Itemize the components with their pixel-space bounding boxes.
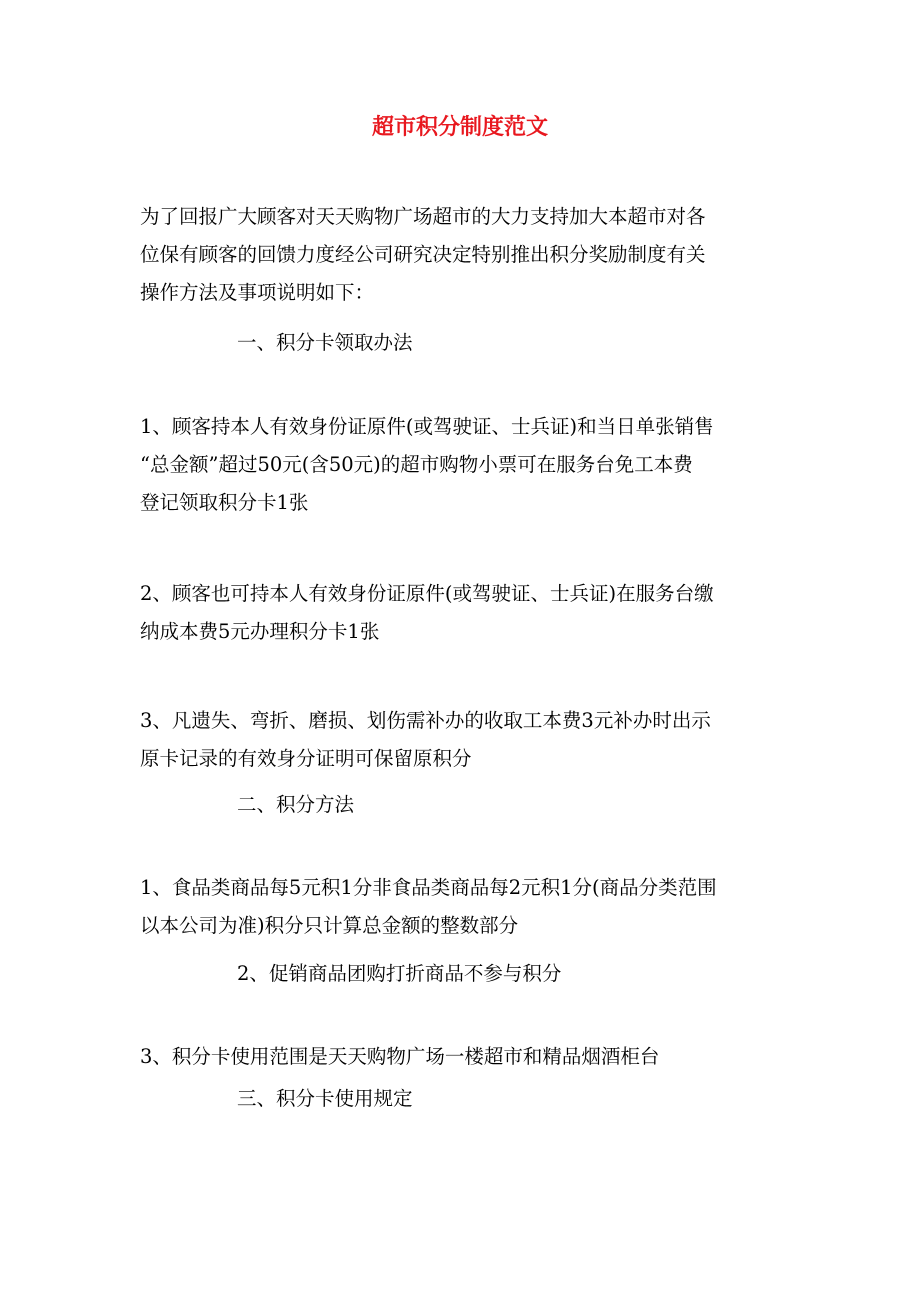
section2-item-2 [237, 955, 877, 993]
section-heading-text: 二、积分方法 [237, 793, 355, 816]
section-heading-3 [237, 1080, 877, 1118]
item-line: 3、凡遗失、弯折、磨损、划伤需补办的收取工本费3元补办时出示 [140, 709, 711, 732]
section-heading-1 [237, 324, 877, 362]
section1-item-2 [140, 575, 780, 651]
item-line: 1、食品类商品每5元积1分非食品类商品每2元积1分(商品分类范围 [140, 876, 717, 899]
item-line: 原卡记录的有效身分证明可保留原积分 [140, 747, 472, 770]
item-line: 2、顾客也可持本人有效身份证原件(或驾驶证、士兵证)在服务台缴 [140, 582, 714, 605]
item-line: “总金额”超过50元(含50元)的超市购物小票可在服务台免工本费 [140, 453, 693, 476]
intro-line: 为了回报广大顾客对天天购物广场超市的大力支持加大本超市对各 [140, 205, 706, 228]
item-line: 纳成本费5元办理积分卡1张 [140, 620, 380, 643]
section1-item-3 [140, 702, 780, 778]
item-line: 登记领取积分卡1张 [140, 491, 309, 514]
section1-item-1 [140, 408, 780, 522]
section2-item-3 [140, 1038, 780, 1076]
intro-line: 操作方法及事项说明如下： [140, 281, 375, 304]
item-line: 1、顾客持本人有效身份证原件(或驾驶证、士兵证)和当日单张销售 [140, 415, 714, 438]
item-line: 2、促销商品团购打折商品不参与积分 [237, 962, 562, 985]
section-heading-text: 三、积分卡使用规定 [237, 1087, 413, 1110]
document-title: 超市积分制度范文 [371, 114, 548, 140]
intro-line: 位保有顾客的回馈力度经公司研究决定特别推出积分奖励制度有关 [140, 243, 706, 266]
item-line: 3、积分卡使用范围是天天购物广场一楼超市和精品烟酒柜台 [140, 1045, 660, 1068]
section2-item-1 [140, 869, 780, 945]
intro-paragraph [140, 198, 780, 312]
section-heading-2 [237, 786, 877, 824]
section-heading-text: 一、积分卡领取办法 [237, 331, 413, 354]
item-line: 以本公司为准)积分只计算总金额的整数部分 [140, 914, 519, 937]
